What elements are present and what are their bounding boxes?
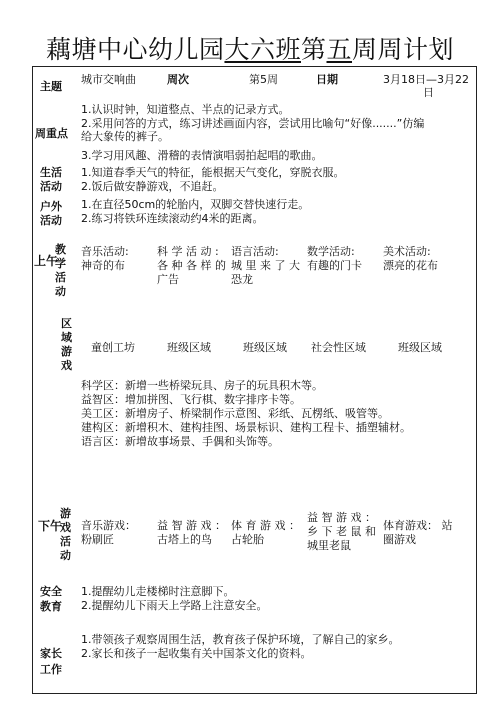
- activity-name: 恐龙: [231, 273, 253, 286]
- focus-line: 1.认识时钟，知道整点、半点的记录方式。: [81, 103, 290, 116]
- safety-line: 2.提醒幼儿下雨天上学路上注意安全。: [81, 599, 268, 612]
- week-label: 周次: [167, 73, 189, 86]
- game-name: 益 智 游 戏 ：: [307, 511, 376, 524]
- page-title: 藕塘中心幼儿园大六班第五周周计划: [45, 35, 455, 64]
- game-name: 音乐游戏：: [81, 519, 136, 532]
- area-label: 域: [61, 331, 72, 344]
- afternoon-label: 下午: [38, 519, 63, 533]
- life-label: 生活: [40, 166, 62, 179]
- safety-line: 1.提醒幼儿走楼梯时注意脚下。: [81, 585, 235, 598]
- game-name: 体 育 游 戏 ：: [231, 519, 300, 532]
- week-value: 第5周: [249, 73, 278, 86]
- morning-label-1: 上午: [34, 254, 59, 268]
- game-name: 圈游戏: [383, 533, 416, 546]
- game-name: 城里老鼠: [307, 539, 351, 552]
- activity-name: 美术活动:: [383, 245, 431, 258]
- activity-name: 城 里 来 了 大: [231, 259, 300, 272]
- life-label: 活动: [40, 180, 62, 193]
- area-label: 区: [61, 317, 72, 330]
- activity-name: 广告: [157, 273, 179, 286]
- game-name: 古塔上的鸟: [157, 533, 212, 546]
- outdoor-label: 活动: [40, 214, 62, 227]
- activity-name: 音乐活动:: [81, 245, 129, 258]
- game-name: 乡 下 老 鼠 和: [307, 525, 376, 538]
- date-label: 日期: [316, 73, 338, 86]
- life-line: 2.饭后做安静游戏，不追赶。: [81, 180, 224, 193]
- area-label: 游: [61, 345, 72, 358]
- activity-name: 神奇的布: [81, 259, 125, 272]
- area-name: 班级区域: [167, 341, 211, 354]
- theme-label: 主题: [40, 80, 62, 93]
- game-name: 占轮胎: [231, 533, 264, 546]
- outdoor-line: 1.在直径50cm的轮胎内，双脚交替快速行走。: [81, 198, 310, 211]
- teach-label: 学: [55, 257, 66, 270]
- area-name: 社会性区域: [311, 341, 366, 354]
- teach-label: 教: [55, 243, 66, 256]
- game-name: 体育游戏： 站: [383, 519, 453, 532]
- activity-name: 有趣的门卡: [307, 259, 362, 272]
- area-detail: 美工区：新增房子、桥梁制作示意图、彩纸、瓦楞纸、吸管等。: [81, 407, 389, 420]
- life-line: 1.知道春季天气的特征，能根据天气变化，穿脱衣服。: [81, 166, 345, 179]
- plan-table: [32, 66, 477, 694]
- focus-line: 2.采用问答的方式，练习讲述画面内容，尝试用比喻句“好像.......”仿编: [81, 117, 425, 130]
- area-detail: 科学区：新增一些桥梁玩具、房子的玩具积木等。: [81, 379, 323, 392]
- safety-label: 教育: [40, 600, 62, 613]
- activity-name: 数学活动:: [307, 245, 355, 258]
- game-label: 游: [60, 507, 71, 520]
- activity-name: 各 种 各 样 的: [157, 259, 226, 272]
- focus-line: 3.学习用风趣、滑稽的表情演唱弱拍起唱的歌曲。: [81, 149, 323, 162]
- activity-name: 科 学 活 动 :: [157, 245, 219, 258]
- focus-label: 周重点: [35, 127, 68, 140]
- parents-line: 2.家长和孩子一起收集有关中国茶文化的资料。: [81, 647, 312, 660]
- safety-label: 安全: [40, 585, 62, 598]
- outdoor-label: 户外: [40, 200, 62, 213]
- area-detail: 语言区：新增故事场景、手偶和头饰等。: [81, 435, 279, 448]
- area-name: 班级区域: [243, 341, 287, 354]
- area-detail: 益智区：增加拼图、飞行棋、数字排序卡等。: [81, 393, 301, 406]
- area-name: 童创工坊: [91, 341, 135, 354]
- parents-label: 家长: [40, 647, 62, 660]
- game-label: 戏: [60, 521, 71, 534]
- teach-label: 动: [55, 285, 66, 298]
- parents-label: 工作: [40, 663, 62, 676]
- theme-value: 城市交响曲: [81, 73, 136, 86]
- area-detail: 建构区：新增积木、建构挂图、场景标识、建构工程卡、插塑辅材。: [81, 421, 411, 434]
- activity-name: 漂亮的花布: [383, 259, 438, 272]
- teach-label: 活: [55, 271, 66, 284]
- outdoor-line: 2.练习将铁环连续滚动约4米的距离。: [81, 212, 264, 225]
- date-value-cont: 日: [423, 86, 434, 99]
- activity-name: 语言活动:: [231, 245, 279, 258]
- focus-line: 给大象传的裤子。: [81, 130, 169, 143]
- game-label: 活: [60, 535, 71, 548]
- game-name: 粉刷匠: [81, 533, 114, 546]
- game-name: 益 智 游 戏 ：: [157, 519, 226, 532]
- area-label: 戏: [61, 359, 72, 372]
- area-name: 班级区域: [398, 341, 442, 354]
- date-value: 3月18日—3月22: [383, 73, 469, 86]
- game-label: 动: [60, 549, 71, 562]
- parents-line: 1.带领孩子观察周围生活，教育孩子保护环境，了解自己的家乡。: [81, 633, 400, 646]
